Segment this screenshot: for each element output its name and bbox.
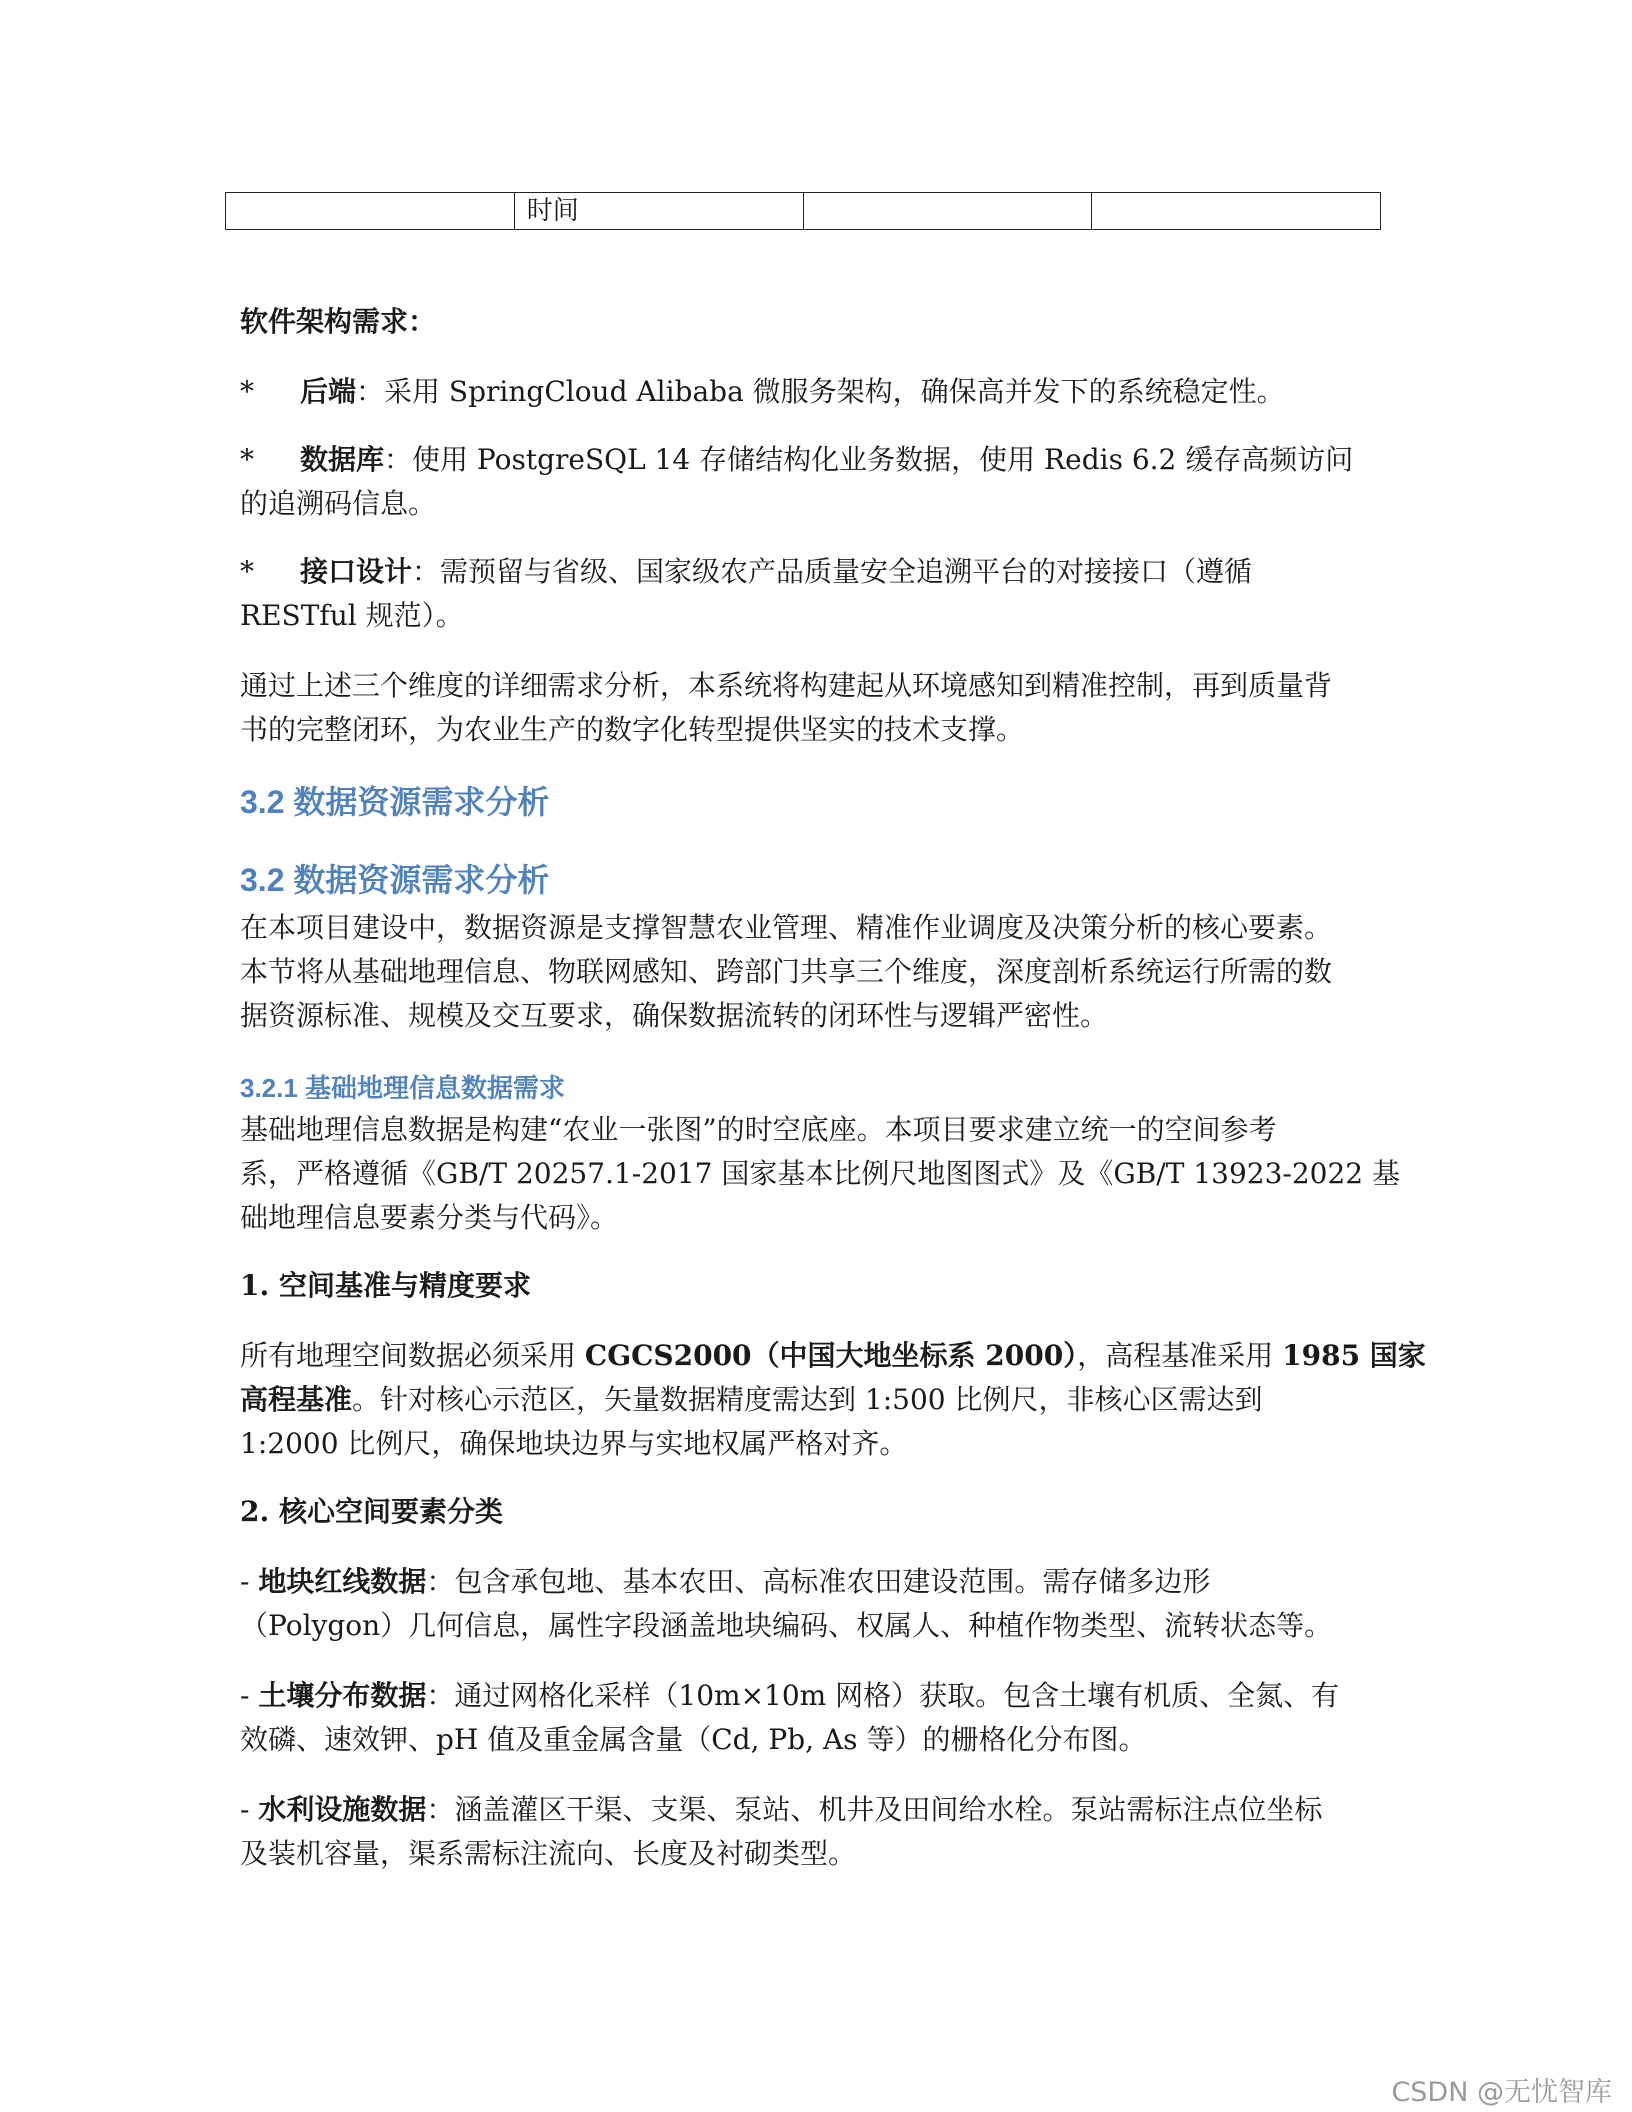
text-run-bold: CGCS2000（中国大地坐标系 2000） — [584, 1339, 1078, 1372]
text-run: 。针对核心示范区，矢量数据精度需达到 1:500 比例尺，非核心区需达到 — [352, 1383, 1263, 1416]
text-run-bold: 高程基准 — [240, 1383, 353, 1416]
bullet-item-backend — [240, 370, 1390, 414]
text-run-bold: 1985 国家 — [1282, 1339, 1426, 1372]
list-item-water — [240, 1788, 1390, 1876]
table-cell — [1092, 193, 1381, 230]
bullet-text: ：需预留与省级、国家级农产品质量安全追溯平台的对接接口（遵循 — [412, 555, 1253, 588]
item-text: 效磷、速效钾、pH 值及重金属含量（Cd, Pb, As 等）的栅格化分布图。 — [240, 1723, 1147, 1756]
item-label: 土壤分布数据 — [258, 1679, 427, 1712]
paragraph-line: 本节将从基础地理信息、物联网感知、跨部门共享三个维度，深度剖析系统运行所需的数 — [240, 955, 1333, 988]
table-cell — [226, 193, 515, 230]
paragraph-line: 1:2000 比例尺，确保地块边界与实地权属严格对齐。 — [240, 1427, 908, 1460]
paragraph-line: 础地理信息要素分类与代码》。 — [240, 1201, 619, 1234]
bullet-text: ：使用 PostgreSQL 14 存储结构化业务数据，使用 Redis 6.2 缓存高频访问 — [384, 443, 1354, 476]
spatial-baseline-paragraph — [240, 1334, 1426, 1466]
bullet-text: RESTful 规范）。 — [240, 599, 464, 632]
item-text: ：通过网格化采样（10m×10m 网格）获取。包含土壤有机质、全氮、有 — [426, 1679, 1340, 1712]
paragraph-line: 系，严格遵循《GB/T 20257.1-2017 国家基本比例尺地图图式》及《GB/T 13923-2022 基 — [240, 1157, 1401, 1190]
section-intro — [240, 906, 1390, 1038]
list-item-soil — [240, 1674, 1390, 1762]
point-heading: 2. 核心空间要素分类 — [240, 1495, 503, 1528]
subsection-intro — [240, 1108, 1401, 1240]
table-row — [226, 193, 1381, 230]
subsection-heading: 3.2.1 基础地理信息数据需求 — [240, 1073, 566, 1103]
item-text: （Polygon）几何信息，属性字段涵盖地块编码、权属人、种植作物类型、流转状态等。 — [240, 1609, 1333, 1642]
watermark: CSDN @无忧智库 — [1391, 2077, 1612, 2108]
list-item-parcel — [240, 1560, 1390, 1648]
table-cell: 时间 — [514, 193, 803, 230]
dash-marker: - — [240, 1793, 259, 1826]
item-text: 及装机容量，渠系需标注流向、长度及衬砌类型。 — [240, 1837, 857, 1870]
bullet-item-interface — [240, 550, 1390, 638]
text-run: ，高程基准采用 — [1077, 1339, 1283, 1372]
item-text: ：涵盖灌区干渠、支渠、泵站、机井及田间给水栓。泵站需标注点位坐标 — [426, 1793, 1323, 1826]
section-heading: 3.2 数据资源需求分析 — [240, 784, 550, 820]
table-fragment — [225, 192, 1381, 230]
text-run: 所有地理空间数据必须采用 — [240, 1339, 585, 1372]
bullet-label: 接口设计 — [300, 555, 413, 588]
summary-paragraph — [240, 664, 1390, 752]
bullet-label: 数据库 — [300, 443, 385, 476]
software-heading: 软件架构需求： — [240, 305, 437, 338]
bullet-item-database — [240, 438, 1390, 526]
bullet-text: ：采用 SpringCloud Alibaba 微服务架构，确保高并发下的系统稳定性。 — [356, 375, 1285, 408]
section-heading: 3.2 数据资源需求分析 — [240, 862, 550, 898]
table-cell — [803, 193, 1092, 230]
item-label: 水利设施数据 — [258, 1793, 427, 1826]
paragraph-line: 据资源标准、规模及交互要求，确保数据流转的闭环性与逻辑严密性。 — [240, 999, 1109, 1032]
bullet-label: 后端 — [300, 375, 357, 408]
paragraph-line: 书的完整闭环，为农业生产的数字化转型提供坚实的技术支撑。 — [240, 713, 1025, 746]
bullet-marker: * — [240, 555, 254, 588]
bullet-marker: * — [240, 443, 254, 476]
item-label: 地块红线数据 — [258, 1565, 427, 1598]
paragraph-line: 基础地理信息数据是构建“农业一张图”的时空底座。本项目要求建立统一的空间参考 — [240, 1113, 1277, 1146]
point-heading: 1. 空间基准与精度要求 — [240, 1269, 531, 1302]
item-text: ：包含承包地、基本农田、高标准农田建设范围。需存储多边形 — [426, 1565, 1211, 1598]
bullet-text: 的追溯码信息。 — [240, 487, 437, 520]
paragraph-line: 通过上述三个维度的详细需求分析，本系统将构建起从环境感知到精准控制，再到质量背 — [240, 669, 1333, 702]
paragraph-line: 在本项目建设中，数据资源是支撑智慧农业管理、精准作业调度及决策分析的核心要素。 — [240, 911, 1333, 944]
dash-marker: - — [240, 1565, 259, 1598]
dash-marker: - — [240, 1679, 259, 1712]
bullet-marker: * — [240, 375, 254, 408]
